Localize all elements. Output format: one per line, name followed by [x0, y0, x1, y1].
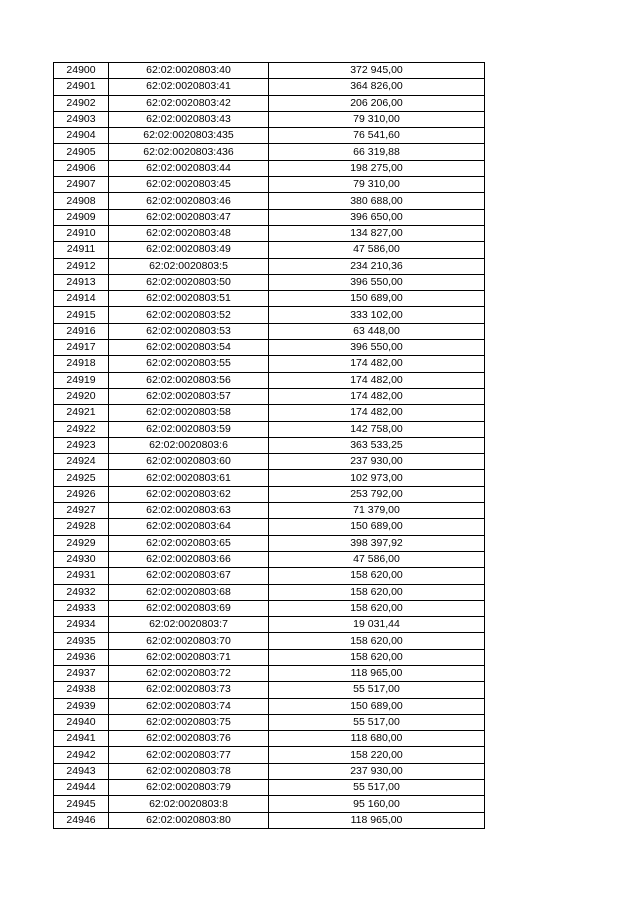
- table-row: [54, 63, 485, 79]
- cadastral-value-cell: 158 620,00: [269, 633, 485, 649]
- row-number-cell: 24940: [54, 714, 109, 730]
- cadastral-value-cell: 63 448,00: [269, 323, 485, 339]
- table-row: [54, 812, 485, 828]
- row-number-cell: 24944: [54, 780, 109, 796]
- cadastral-value-cell: 174 482,00: [269, 372, 485, 388]
- cadastral-number-cell: 62:02:0020803:67: [109, 568, 269, 584]
- cadastral-number-cell: 62:02:0020803:63: [109, 503, 269, 519]
- row-number-cell: 24919: [54, 372, 109, 388]
- table-row: [54, 405, 485, 421]
- row-number-cell: 24929: [54, 535, 109, 551]
- cadastral-number-cell: 62:02:0020803:76: [109, 731, 269, 747]
- cadastral-value-cell: 55 517,00: [269, 780, 485, 796]
- cadastral-number-cell: 62:02:0020803:71: [109, 649, 269, 665]
- table-row: [54, 307, 485, 323]
- cadastral-value-cell: 47 586,00: [269, 551, 485, 567]
- cadastral-value-cell: 206 206,00: [269, 95, 485, 111]
- cadastral-number-cell: 62:02:0020803:42: [109, 95, 269, 111]
- table-row: [54, 209, 485, 225]
- row-number-cell: 24931: [54, 568, 109, 584]
- row-number-cell: 24909: [54, 209, 109, 225]
- cadastral-number-cell: 62:02:0020803:44: [109, 160, 269, 176]
- cadastral-number-cell: 62:02:0020803:47: [109, 209, 269, 225]
- row-number-cell: 24932: [54, 584, 109, 600]
- cadastral-number-cell: 62:02:0020803:74: [109, 698, 269, 714]
- table-row: [54, 551, 485, 567]
- table-row: [54, 421, 485, 437]
- row-number-cell: 24910: [54, 225, 109, 241]
- cadastral-number-cell: 62:02:0020803:69: [109, 600, 269, 616]
- cadastral-number-cell: 62:02:0020803:80: [109, 812, 269, 828]
- cadastral-value-cell: 79 310,00: [269, 111, 485, 127]
- cadastral-number-cell: 62:02:0020803:70: [109, 633, 269, 649]
- cadastral-number-cell: 62:02:0020803:78: [109, 763, 269, 779]
- cadastral-number-cell: 62:02:0020803:43: [109, 111, 269, 127]
- row-number-cell: 24927: [54, 503, 109, 519]
- cadastral-number-cell: 62:02:0020803:51: [109, 291, 269, 307]
- cadastral-value-cell: 158 620,00: [269, 600, 485, 616]
- cadastral-number-cell: 62:02:0020803:40: [109, 63, 269, 79]
- row-number-cell: 24905: [54, 144, 109, 160]
- table-row: [54, 323, 485, 339]
- row-number-cell: 24928: [54, 519, 109, 535]
- row-number-cell: 24921: [54, 405, 109, 421]
- row-number-cell: 24924: [54, 454, 109, 470]
- row-number-cell: 24938: [54, 682, 109, 698]
- row-number-cell: 24936: [54, 649, 109, 665]
- table-row: [54, 470, 485, 486]
- table-row: [54, 519, 485, 535]
- cadastral-number-cell: 62:02:0020803:8: [109, 796, 269, 812]
- row-number-cell: 24912: [54, 258, 109, 274]
- row-number-cell: 24906: [54, 160, 109, 176]
- cadastral-number-cell: 62:02:0020803:436: [109, 144, 269, 160]
- cadastral-number-cell: 62:02:0020803:6: [109, 437, 269, 453]
- row-number-cell: 24935: [54, 633, 109, 649]
- row-number-cell: 24908: [54, 193, 109, 209]
- cadastral-value-cell: 174 482,00: [269, 388, 485, 404]
- cadastral-number-cell: 62:02:0020803:55: [109, 356, 269, 372]
- cadastral-number-cell: 62:02:0020803:79: [109, 780, 269, 796]
- table-row: [54, 584, 485, 600]
- cadastral-value-cell: 174 482,00: [269, 356, 485, 372]
- row-number-cell: 24901: [54, 79, 109, 95]
- row-number-cell: 24939: [54, 698, 109, 714]
- row-number-cell: 24913: [54, 274, 109, 290]
- row-number-cell: 24904: [54, 128, 109, 144]
- row-number-cell: 24937: [54, 665, 109, 681]
- row-number-cell: 24917: [54, 340, 109, 356]
- cadastral-value-cell: 198 275,00: [269, 160, 485, 176]
- table-row: [54, 665, 485, 681]
- cadastral-number-cell: 62:02:0020803:53: [109, 323, 269, 339]
- cadastral-number-cell: 62:02:0020803:58: [109, 405, 269, 421]
- cadastral-number-cell: 62:02:0020803:75: [109, 714, 269, 730]
- table-row: [54, 258, 485, 274]
- table-row: [54, 160, 485, 176]
- table-row: [54, 291, 485, 307]
- table-row: [54, 372, 485, 388]
- cadastral-value-cell: 234 210,36: [269, 258, 485, 274]
- row-number-cell: 24941: [54, 731, 109, 747]
- cadastral-value-cell: 55 517,00: [269, 682, 485, 698]
- table-row: [54, 568, 485, 584]
- table-row: [54, 682, 485, 698]
- row-number-cell: 24934: [54, 617, 109, 633]
- cadastral-value-cell: 363 533,25: [269, 437, 485, 453]
- cadastral-value-cell: 158 620,00: [269, 584, 485, 600]
- cadastral-value-cell: 158 620,00: [269, 568, 485, 584]
- cadastral-number-cell: 62:02:0020803:52: [109, 307, 269, 323]
- table-row: [54, 225, 485, 241]
- table-row: [54, 128, 485, 144]
- table-row: [54, 486, 485, 502]
- row-number-cell: 24922: [54, 421, 109, 437]
- cadastral-number-cell: 62:02:0020803:64: [109, 519, 269, 535]
- row-number-cell: 24911: [54, 242, 109, 258]
- cadastral-value-cell: 364 826,00: [269, 79, 485, 95]
- cadastral-value-cell: 396 550,00: [269, 274, 485, 290]
- row-number-cell: 24902: [54, 95, 109, 111]
- cadastral-number-cell: 62:02:0020803:41: [109, 79, 269, 95]
- cadastral-value-cell: 253 792,00: [269, 486, 485, 502]
- cadastral-number-cell: 62:02:0020803:54: [109, 340, 269, 356]
- cadastral-number-cell: 62:02:0020803:65: [109, 535, 269, 551]
- row-number-cell: 24900: [54, 63, 109, 79]
- cadastral-value-cell: 79 310,00: [269, 177, 485, 193]
- row-number-cell: 24942: [54, 747, 109, 763]
- table-row: [54, 600, 485, 616]
- cadastral-value-cell: 19 031,44: [269, 617, 485, 633]
- cadastral-number-cell: 62:02:0020803:46: [109, 193, 269, 209]
- cadastral-number-cell: 62:02:0020803:7: [109, 617, 269, 633]
- cadastral-value-cell: 333 102,00: [269, 307, 485, 323]
- table-row: [54, 503, 485, 519]
- cadastral-value-cell: 118 965,00: [269, 812, 485, 828]
- table-row: [54, 763, 485, 779]
- table-row: [54, 356, 485, 372]
- table-row: [54, 274, 485, 290]
- table-row: [54, 747, 485, 763]
- cadastral-value-cell: 142 758,00: [269, 421, 485, 437]
- cadastral-number-cell: 62:02:0020803:60: [109, 454, 269, 470]
- row-number-cell: 24943: [54, 763, 109, 779]
- table-row: [54, 144, 485, 160]
- cadastral-value-cell: 380 688,00: [269, 193, 485, 209]
- cadastral-number-cell: 62:02:0020803:56: [109, 372, 269, 388]
- cadastral-value-cell: 118 965,00: [269, 665, 485, 681]
- row-number-cell: 24916: [54, 323, 109, 339]
- table-row: [54, 340, 485, 356]
- cadastral-number-cell: 62:02:0020803:50: [109, 274, 269, 290]
- row-number-cell: 24945: [54, 796, 109, 812]
- row-number-cell: 24914: [54, 291, 109, 307]
- cadastral-value-cell: 118 680,00: [269, 731, 485, 747]
- cadastral-number-cell: 62:02:0020803:59: [109, 421, 269, 437]
- table-row: [54, 95, 485, 111]
- cadastral-value-cell: 398 397,92: [269, 535, 485, 551]
- table-row: [54, 617, 485, 633]
- table-row: [54, 177, 485, 193]
- cadastral-number-cell: 62:02:0020803:435: [109, 128, 269, 144]
- table-row: [54, 388, 485, 404]
- row-number-cell: 24933: [54, 600, 109, 616]
- table-row: [54, 731, 485, 747]
- cadastral-number-cell: 62:02:0020803:66: [109, 551, 269, 567]
- cadastral-value-cell: 372 945,00: [269, 63, 485, 79]
- table-row: [54, 437, 485, 453]
- cadastral-value-cell: 47 586,00: [269, 242, 485, 258]
- cadastral-number-cell: 62:02:0020803:61: [109, 470, 269, 486]
- cadastral-number-cell: 62:02:0020803:45: [109, 177, 269, 193]
- row-number-cell: 24907: [54, 177, 109, 193]
- table-row: [54, 193, 485, 209]
- cadastral-number-cell: 62:02:0020803:73: [109, 682, 269, 698]
- cadastral-number-cell: 62:02:0020803:77: [109, 747, 269, 763]
- cadastral-value-cell: 237 930,00: [269, 763, 485, 779]
- cadastral-value-cell: 396 650,00: [269, 209, 485, 225]
- cadastral-number-cell: 62:02:0020803:72: [109, 665, 269, 681]
- cadastral-value-cell: 396 550,00: [269, 340, 485, 356]
- table-row: [54, 79, 485, 95]
- row-number-cell: 24918: [54, 356, 109, 372]
- cadastral-number-cell: 62:02:0020803:57: [109, 388, 269, 404]
- row-number-cell: 24930: [54, 551, 109, 567]
- table-body: [54, 63, 485, 829]
- cadastral-number-cell: 62:02:0020803:49: [109, 242, 269, 258]
- table-row: [54, 633, 485, 649]
- cadastral-value-cell: 66 319,88: [269, 144, 485, 160]
- table-row: [54, 242, 485, 258]
- cadastral-value-table: [53, 62, 485, 829]
- cadastral-number-cell: 62:02:0020803:5: [109, 258, 269, 274]
- table-row: [54, 535, 485, 551]
- table-row: [54, 111, 485, 127]
- table-row: [54, 780, 485, 796]
- cadastral-number-cell: 62:02:0020803:48: [109, 225, 269, 241]
- cadastral-value-cell: 71 379,00: [269, 503, 485, 519]
- row-number-cell: 24926: [54, 486, 109, 502]
- table-row: [54, 796, 485, 812]
- cadastral-value-cell: 55 517,00: [269, 714, 485, 730]
- cadastral-value-cell: 150 689,00: [269, 698, 485, 714]
- cadastral-value-cell: 150 689,00: [269, 519, 485, 535]
- cadastral-value-cell: 237 930,00: [269, 454, 485, 470]
- cadastral-value-cell: 174 482,00: [269, 405, 485, 421]
- cadastral-value-cell: 95 160,00: [269, 796, 485, 812]
- table-row: [54, 649, 485, 665]
- row-number-cell: 24903: [54, 111, 109, 127]
- table-row: [54, 714, 485, 730]
- cadastral-number-cell: 62:02:0020803:68: [109, 584, 269, 600]
- cadastral-value-cell: 102 973,00: [269, 470, 485, 486]
- table-row: [54, 698, 485, 714]
- row-number-cell: 24925: [54, 470, 109, 486]
- row-number-cell: 24915: [54, 307, 109, 323]
- row-number-cell: 24923: [54, 437, 109, 453]
- cadastral-number-cell: 62:02:0020803:62: [109, 486, 269, 502]
- table-row: [54, 454, 485, 470]
- row-number-cell: 24920: [54, 388, 109, 404]
- cadastral-value-cell: 76 541,60: [269, 128, 485, 144]
- cadastral-value-cell: 134 827,00: [269, 225, 485, 241]
- row-number-cell: 24946: [54, 812, 109, 828]
- cadastral-value-cell: 158 620,00: [269, 649, 485, 665]
- cadastral-value-cell: 150 689,00: [269, 291, 485, 307]
- cadastral-value-cell: 158 220,00: [269, 747, 485, 763]
